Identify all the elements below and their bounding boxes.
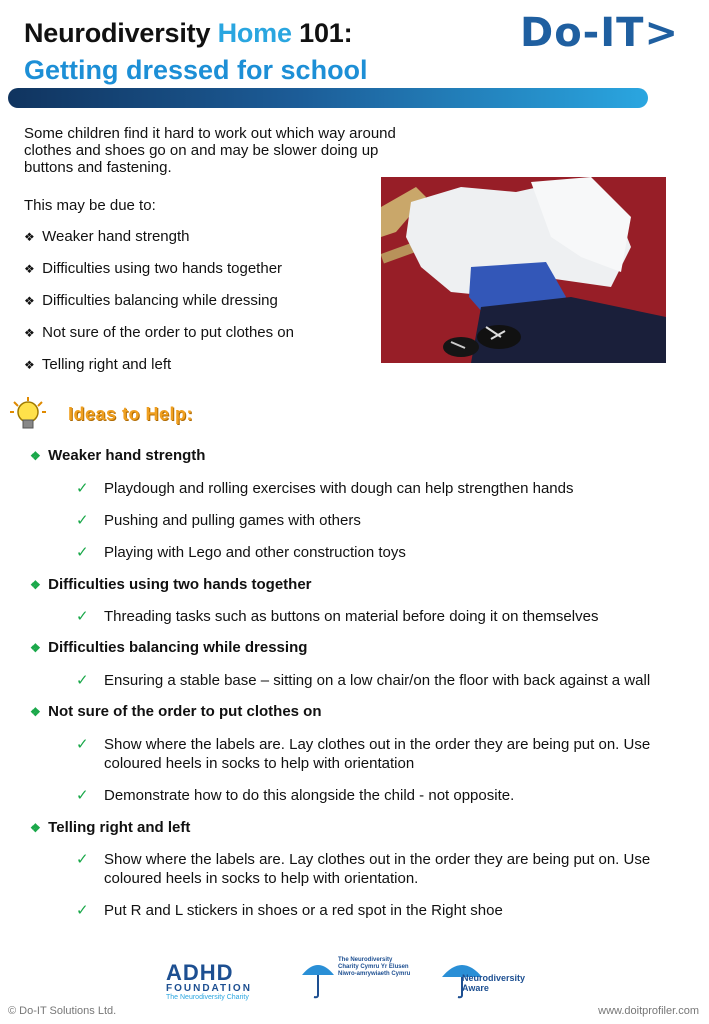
reason-text: Weaker hand strength — [42, 228, 190, 245]
section-title: Difficulties balancing while dressing — [48, 639, 308, 656]
list-item — [76, 479, 686, 498]
diamond-bullet-icon: ❖ — [24, 262, 35, 276]
diamond-bullet-icon: ❖ — [24, 294, 35, 308]
diamond-bullet-icon: ❖ — [24, 230, 35, 244]
adhd-logo-subtext: FOUNDATION — [166, 983, 252, 994]
charity-logo-text: The Neurodiversity Charity Cymru Yr Elusen Niwro-amrywiaeth Cymru — [338, 957, 411, 977]
item-text: Playdough and rolling exercises with dough can help strengthen hands — [104, 480, 574, 497]
title-accent: Home — [217, 18, 292, 48]
list-item — [76, 786, 686, 805]
reason-item — [24, 292, 294, 324]
diamond-bullet-icon: ❖ — [30, 705, 41, 719]
diamond-bullet-icon: ❖ — [30, 641, 41, 655]
item-text: Demonstrate how to do this alongside the child - not opposite. — [104, 787, 515, 804]
item-text: Ensuring a stable base – sitting on a low chair/on the floor with back against a wall — [104, 672, 651, 689]
adhd-logo-text: ADHD — [166, 960, 234, 985]
aware-logo-text: Neurodiversity Aware — [462, 973, 526, 993]
diamond-bullet-icon: ❖ — [30, 578, 41, 592]
intro-paragraph: Some children find it hard to work out which way around clothes and shoes go on and may be slower doing up buttons and fastening. — [24, 125, 396, 176]
neurodiversity-aware-logo — [440, 955, 540, 1003]
checkmark-icon: ✓ — [76, 736, 89, 753]
section-title: Not sure of the order to put clothes on — [48, 703, 322, 720]
adhd-foundation-logo — [166, 960, 276, 1000]
list-item — [76, 850, 686, 888]
diamond-bullet-icon: ❖ — [24, 358, 35, 372]
checkmark-icon: ✓ — [76, 512, 89, 529]
page-title — [24, 18, 352, 49]
section-heading — [30, 639, 307, 656]
reason-item — [24, 356, 294, 388]
section-heading — [30, 576, 312, 593]
reason-text: Difficulties using two hands together — [42, 260, 283, 277]
item-text: Playing with Lego and other construction toys — [104, 544, 406, 561]
reason-item — [24, 324, 294, 356]
item-text: Put R and L stickers in shoes or a red spot in the Right shoe — [104, 902, 503, 919]
list-item — [76, 511, 686, 530]
section-heading — [30, 447, 205, 464]
neurodiversity-charity-cymru-logo — [300, 955, 410, 1003]
section-heading — [30, 819, 190, 836]
diamond-bullet-icon: ❖ — [24, 326, 35, 340]
page-subtitle: Getting dressed for school — [24, 55, 368, 85]
due-to-label: This may be due to: — [24, 197, 156, 214]
checkmark-icon: ✓ — [76, 851, 89, 868]
reason-item — [24, 228, 294, 260]
checkmark-icon: ✓ — [76, 902, 89, 919]
adhd-logo-tagline: The Neurodiversity Charity — [166, 994, 249, 1001]
ideas-heading: Ideas to Help: — [68, 404, 194, 424]
checkmark-icon: ✓ — [76, 544, 89, 561]
reason-text: Telling right and left — [41, 356, 172, 373]
reason-text: Not sure of the order to put clothes on — [42, 324, 294, 341]
umbrella-icon — [300, 955, 336, 999]
header-rule — [8, 88, 648, 108]
item-text: Threading tasks such as buttons on material before doing it on themselves — [104, 608, 599, 625]
list-item — [76, 543, 686, 562]
diamond-bullet-icon: ❖ — [30, 821, 41, 835]
checkmark-icon: ✓ — [76, 672, 89, 689]
section-heading — [30, 703, 322, 720]
footer-url: www.doitprofiler.com — [598, 1005, 699, 1017]
title-part1: Neurodiversity — [24, 18, 211, 48]
list-item — [76, 607, 686, 626]
footer-copyright: © Do-IT Solutions Ltd. — [8, 1005, 117, 1017]
list-item — [76, 901, 686, 920]
section-title: Difficulties using two hands together — [48, 576, 312, 593]
item-text: Pushing and pulling games with others — [104, 512, 361, 529]
clothes-photo — [381, 177, 666, 363]
item-text: Show where the labels are. Lay clothes out in the order they are being put on. Use coloured heels in socks to help with orientation. — [104, 851, 651, 887]
item-text: Show where the labels are. Lay clothes out in the order they are being put on. Use coloured heels in socks to help with orientation — [104, 736, 651, 772]
list-item — [76, 735, 686, 773]
reason-text: Difficulties balancing while dressing — [42, 292, 278, 309]
checkmark-icon: ✓ — [76, 608, 89, 625]
checkmark-icon: ✓ — [76, 787, 89, 804]
reasons-list — [24, 228, 294, 388]
reason-item — [24, 260, 294, 292]
lightbulb-icon — [8, 397, 48, 433]
list-item — [76, 671, 686, 690]
section-title: Telling right and left — [48, 819, 191, 836]
diamond-bullet-icon: ❖ — [30, 449, 41, 463]
title-part2: 101: — [299, 18, 353, 48]
section-title: Weaker hand strength — [48, 447, 206, 464]
checkmark-icon: ✓ — [76, 480, 89, 497]
do-it-logo: Do-IT> — [520, 10, 679, 56]
